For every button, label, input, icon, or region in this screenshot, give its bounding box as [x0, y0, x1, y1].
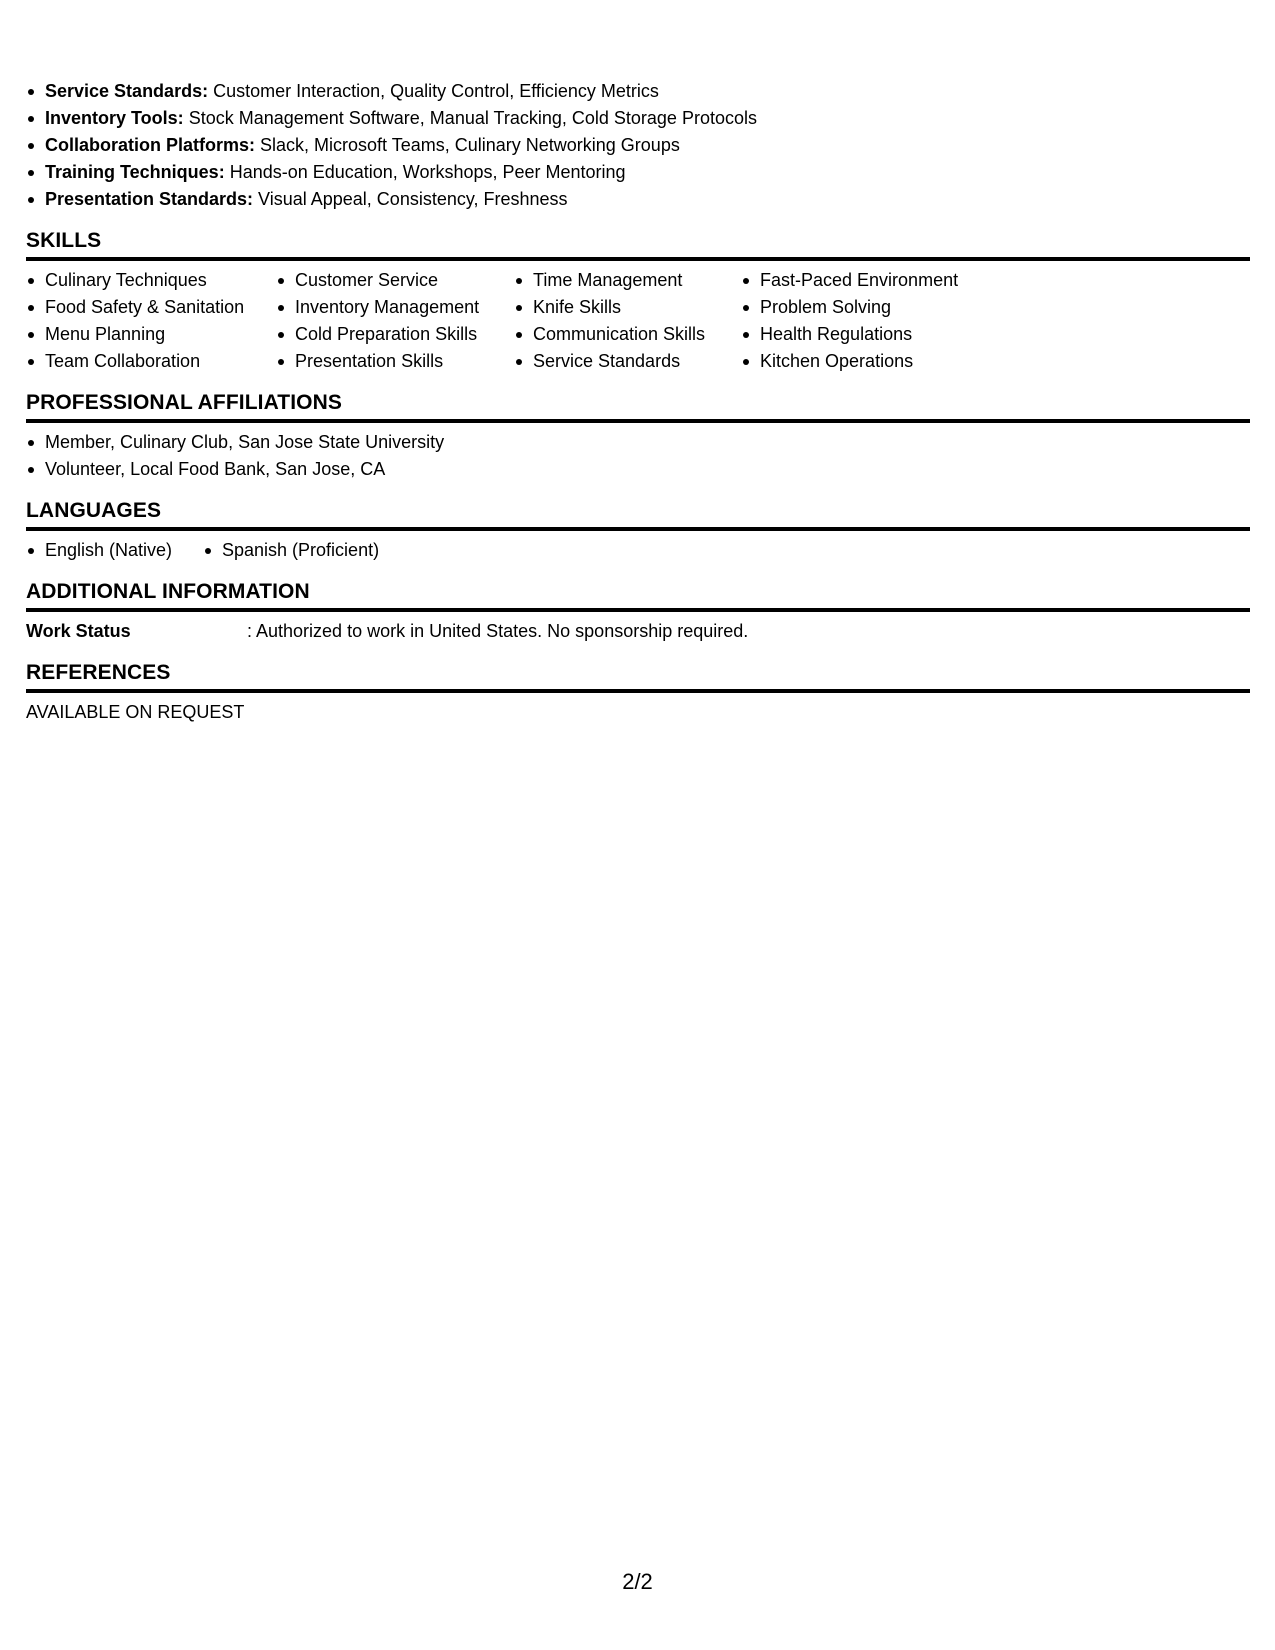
item-text: Slack, Microsoft Teams, Culinary Networking Groups: [255, 135, 680, 155]
skill-item: Cold Preparation Skills: [276, 321, 514, 348]
additional-info-section: [26, 579, 1250, 645]
affiliations-list: [26, 429, 1250, 483]
skill-item: Service Standards: [514, 348, 741, 375]
skill-item: Culinary Techniques: [26, 267, 276, 294]
item-label: Inventory Tools:: [45, 108, 184, 128]
languages-list: [203, 537, 379, 564]
affiliations-heading: PROFESSIONAL AFFILIATIONS: [26, 390, 1250, 423]
skills-column: [26, 267, 276, 375]
skill-item: Menu Planning: [26, 321, 276, 348]
skills-column: [741, 267, 991, 375]
tools-standards-list: [26, 78, 1250, 213]
list-item: [26, 78, 1250, 105]
affiliation-item: Member, Culinary Club, San Jose State University: [26, 429, 1250, 456]
list-item: [26, 132, 1250, 159]
item-label: Presentation Standards:: [45, 189, 254, 209]
skills-section: [26, 228, 1250, 375]
work-status-label: Work Status: [26, 621, 131, 641]
additional-info-heading: ADDITIONAL INFORMATION: [26, 579, 1250, 612]
languages-list: [26, 537, 203, 564]
item-text: Hands-on Education, Workshops, Peer Mentoring: [224, 162, 626, 182]
resume-content: [26, 78, 1250, 726]
skill-item: Knife Skills: [514, 294, 741, 321]
list-item: [26, 159, 1250, 186]
skills-grid: [26, 267, 1250, 375]
item-text: Customer Interaction, Quality Control, Efficiency Metrics: [208, 81, 659, 101]
skill-item: Food Safety & Sanitation: [26, 294, 276, 321]
skill-item: Kitchen Operations: [741, 348, 991, 375]
language-item: English (Native): [26, 537, 203, 564]
references-section: [26, 660, 1250, 726]
page-number: 2/2: [622, 1569, 653, 1594]
skill-item: Communication Skills: [514, 321, 741, 348]
languages-heading: LANGUAGES: [26, 498, 1250, 531]
item-text: Visual Appeal, Consistency, Freshness: [253, 189, 568, 209]
skills-column: [514, 267, 741, 375]
references-heading: REFERENCES: [26, 660, 1250, 693]
item-text: Stock Management Software, Manual Tracking, Cold Storage Protocols: [183, 108, 757, 128]
skill-item: Problem Solving: [741, 294, 991, 321]
item-label: Collaboration Platforms:: [45, 135, 256, 155]
list-item: [26, 105, 1250, 132]
item-label: Service Standards:: [45, 81, 209, 101]
skill-item: Fast-Paced Environment: [741, 267, 991, 294]
skill-item: Time Management: [514, 267, 741, 294]
languages-row: [26, 537, 1250, 564]
languages-section: [26, 498, 1250, 564]
references-text: AVAILABLE ON REQUEST: [26, 702, 245, 722]
work-status-value: : Authorized to work in United States. No sponsorship required.: [247, 621, 749, 641]
skill-item: Presentation Skills: [276, 348, 514, 375]
skill-item: Customer Service: [276, 267, 514, 294]
affiliations-section: [26, 390, 1250, 483]
work-status-row: [26, 618, 1250, 645]
list-item: [26, 186, 1250, 213]
skill-item: Inventory Management: [276, 294, 514, 321]
skills-column: [276, 267, 514, 375]
language-item: Spanish (Proficient): [203, 537, 379, 564]
skill-item: Health Regulations: [741, 321, 991, 348]
item-label: Training Techniques:: [45, 162, 225, 182]
skill-item: Team Collaboration: [26, 348, 276, 375]
skills-heading: SKILLS: [26, 228, 1250, 261]
affiliation-item: Volunteer, Local Food Bank, San Jose, CA: [26, 456, 1250, 483]
